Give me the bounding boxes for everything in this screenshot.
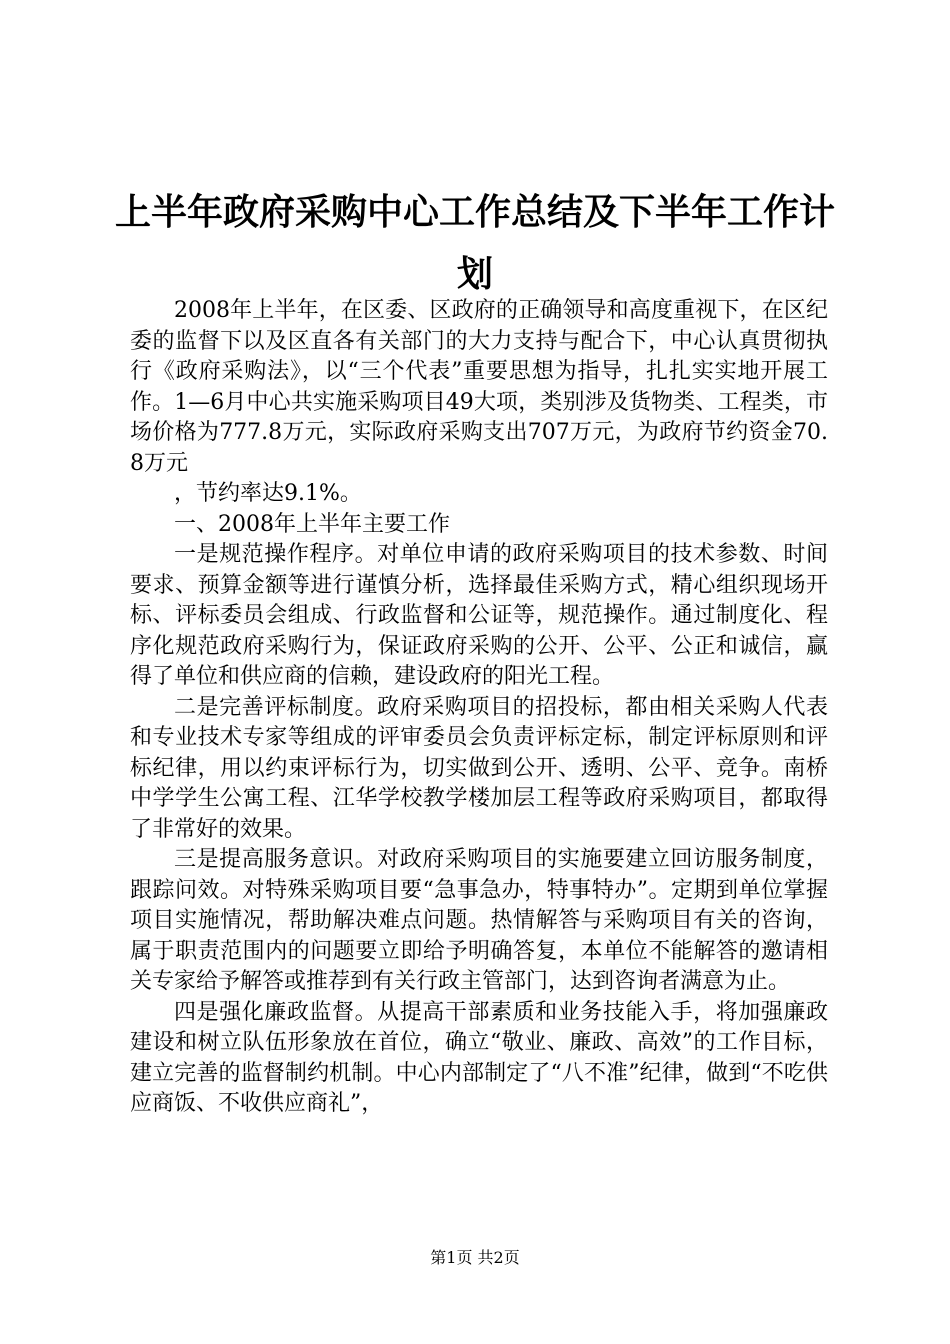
- paragraph-procedures: 一是规范操作程序。对单位申请的政府采购项目的技术参数、时间要求、预算金额等进行谨慎分析，选择最佳采购方式，精心组织现场开标、评标委员会组成、行政监督和公证等，规范操作。通过制度化、程序化规范政府采购行为，保证政府采购的公开、公平、公正和诚信，赢得了单位和供应商的信赖，建设政府的阳光工程。: [130, 542, 828, 689]
- section-heading-1: 一、2008年上半年主要工作: [174, 511, 450, 537]
- paragraph-savings-rate: ，节约率达9.1%。: [174, 481, 362, 506]
- paragraph-supervision: 四是强化廉政监督。从提高干部素质和业务技能入手，将加强廉政建设和树立队伍形象放在首位，确立“敬业、廉政、高效”的工作目标，建立完善的监督制约机制。中心内部制定了“八不准”纪律，做到“不吃供应商饭、不收供应商礼”，: [130, 999, 828, 1116]
- paragraph-evaluation: 二是完善评标制度。政府采购项目的招投标，都由相关采购人代表和专业技术专家等组成的评审委员会负责评标定标，制定评标原则和评标纪律，用以约束评标行为，切实做到公开、透明、公平、竞争。南桥中学学生公寓工程、江华学校教学楼加层工程等政府采购项目，都取得了非常好的效果。: [130, 694, 828, 842]
- paragraph-intro: 2008年上半年，在区委、区政府的正确领导和高度重视下，在区纪委的监督下以及区直各有关部门的大力支持与配合下，中心认真贯彻执行《政府采购法》，以“三个代表”重要思想为指导，扎扎实实地开展工作。1—6月中心共实施采购项目49大项，类别涉及货物类、工程类，市场价格为777.8万元，实际政府采购支出707万元，为政府节约资金70.8万元: [130, 298, 828, 476]
- paragraph-service: 三是提高服务意识。对政府采购项目的实施要建立回访服务制度，跟踪问效。对特殊采购项目要“急事急办，特事特办”。定期到单位掌握项目实施情况，帮助解决难点问题。热情解答与采购项目有关的咨询，属于职责范围内的问题要立即给予明确答复，本单位不能解答的邀请相关专家给予解答或推荐到有关行政主管部门，达到咨询者满意为止。: [130, 847, 828, 994]
- document-title: 上半年政府采购中心工作总结及下半年工作计划: [114, 192, 835, 295]
- document-body: [130, 296, 828, 1120]
- page-number-footer: 第1页 共2页: [430, 1248, 520, 1267]
